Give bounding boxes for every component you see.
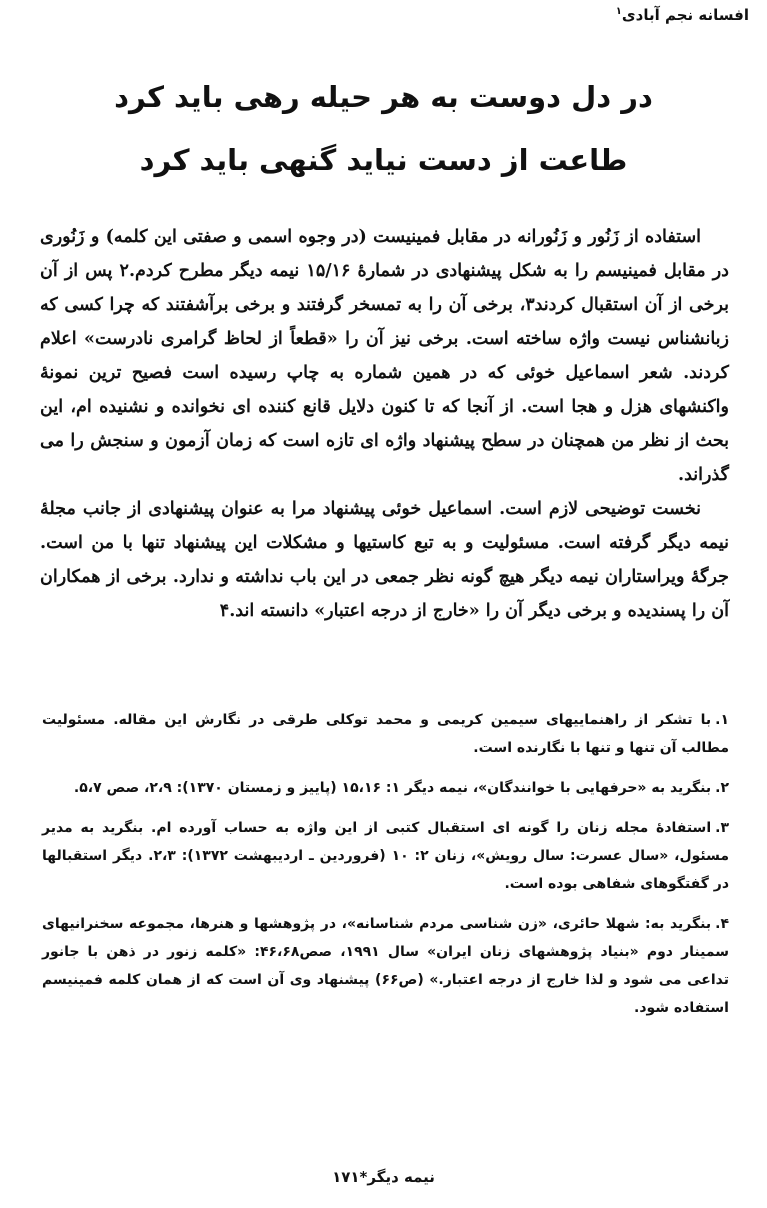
footnote-text: بنگرید به: شهلا حائری، «زن شناسی مردم شناسانه»، در پژوهشها و هنرها، مجموعه سخنرانیهای سمینار دوم «بنیاد پژوهشهای زنان ایران» سال ١٩٩١، صص۴۶،۶٨: «کلمه زنور در ذهن با جانور تداعی می شود و لذا خارج از درجه اعتبار.» (ص۶۶) پیشنهاد وی آن است که از همان کلمه فمینیسم استفاده شود. (42, 916, 729, 1016)
footnote-2 (42, 774, 729, 802)
footnote-number: ٣. (715, 820, 729, 836)
footnote-text: بنگرید به «حرفهایی با خوانندگان»، نیمه دیگر ١: ١۵،١۶ (پاییز و زمستان ١٣٧٠): ٢،٩، صص ۵،٧. (73, 780, 712, 796)
footnote-4 (42, 910, 729, 1022)
author-text: افسانه نجم آبادی (621, 6, 749, 24)
footnote-text: استفادهٔ مجله زنان را گونه ای استقبال کتبی از این واژه به حساب آورده ام. بنگرید به مدیر مسئول، «سال عسرت: سال رویش»، زنان ٢: ١٠ (فروردین ـ اردیبهشت ١٣٧٢): ٢،٣. دیگر استقبالها در گفتگوهای شفاهی بوده است. (42, 820, 729, 892)
footnote-text: با تشکر از راهنماییهای سیمین کریمی و محمد توکلی طرقی در نگارش این مقاله. مسئولیت مطالب آن تنها و تنها با نگارنده است. (42, 712, 729, 756)
footnote-number: ۴. (715, 916, 729, 932)
body-paragraph-1: استفاده از زَنُور و زَنُورانه در مقابل فمینیست (در وجوه اسمی و صفتی این کلمه) و زَنُوری در مقابل فمینیسم را به شکل پیشنهادی در شمارهٔ ۱۵/۱۶ نیمه دیگر مطرح کردم.٢ پس از آن برخی از آن استقبال کردند٣، برخی آن را به تمسخر گرفتند و برخی برآشفتند که چرا کسی که زبانشناس نیست واژه ساخته است. برخی نیز آن را «قطعاً از لحاظ گرامری نادرست» اعلام کردند. شعر اسماعیل خوئی که در همین شماره به چاپ رسیده است فصیح ترین نمونهٔ واکنشهای هزل و هجا است. از آنجا که تا کنون دلایل قانع کننده ای نخوانده و نشنیده ام، این بحث از نظر من همچنان در سطح پیشنهاد واژه ای تازه است که زمان آزمون و سنجش را می گذراند. (40, 227, 729, 485)
page-footer: نیمه دیگر*١٧١ (332, 1168, 435, 1186)
author-name (616, 6, 749, 24)
body-paragraph-2: نخست توضیحی لازم است. اسماعیل خوئی پیشنهاد مرا به عنوان پیشنهادی از جانب مجلهٔ نیمه دیگر گرفته است. مسئولیت و به تبع کاستیها و مشکلات این پیشنهاد تنها با من است. جرگهٔ ویراستاران نیمه دیگر هیچ گونه نظر جمعی در این باب نداشته و ندارد. برخی از همکاران آن را پسندیده و برخی دیگر آن را «خارج از درجه اعتبار» دانسته اند.۴ (40, 499, 729, 621)
footnotes (42, 706, 729, 1034)
footnote-number: ١. (715, 712, 729, 728)
poem-title-line-1: در دل دوست به هر حیله رهی باید کرد (114, 80, 653, 114)
poem-title-line-2: طاعت از دست نیاید گنهی باید کرد (139, 143, 628, 177)
footnote-number: ٢. (715, 780, 729, 796)
author-footnote-mark: ١ (615, 6, 622, 17)
article-body (40, 220, 729, 628)
footnote-1 (42, 706, 729, 762)
footnote-3 (42, 814, 729, 898)
